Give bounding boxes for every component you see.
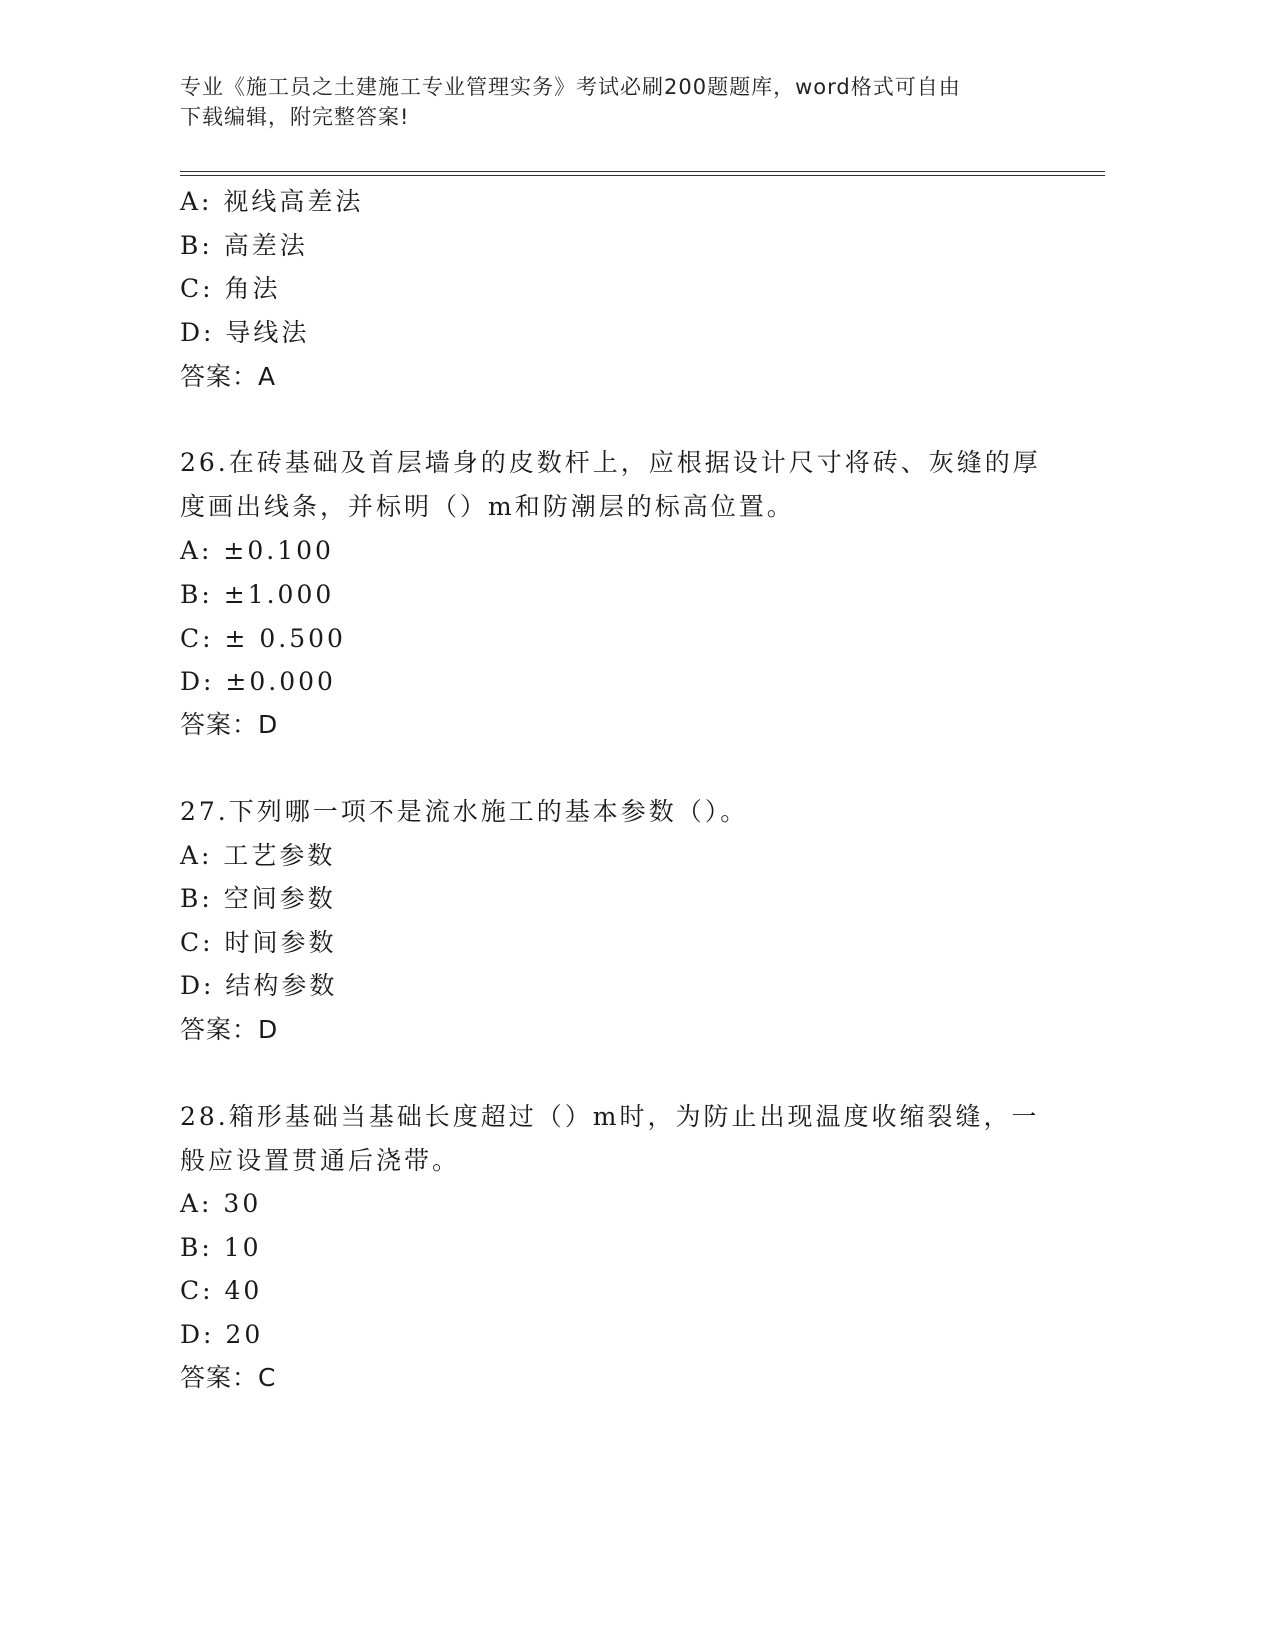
header-divider-top	[180, 171, 1105, 172]
header-divider-bottom	[180, 175, 1105, 176]
option-b: B: 高差法	[180, 231, 308, 260]
answer: 答案：A	[180, 362, 277, 391]
option-c: C: 40	[180, 1276, 263, 1305]
option-c: C: 角法	[180, 274, 281, 303]
option-d: D: 结构参数	[180, 971, 338, 1000]
question-stem-line-2: 度画出线条，并标明（）m和防潮层的标高位置。	[180, 492, 795, 521]
answer: 答案：D	[180, 710, 279, 739]
option-a: A: 30	[180, 1189, 262, 1218]
question-stem-line-1: 26.在砖基础及首层墙身的皮数杆上，应根据设计尺寸将砖、灰缝的厚	[180, 448, 1041, 477]
option-b: B: 空间参数	[180, 884, 336, 913]
option-a: A: 工艺参数	[180, 841, 336, 870]
document-header	[180, 72, 1040, 132]
question-stem-line-1: 27.下列哪一项不是流水施工的基本参数（）。	[180, 797, 749, 826]
answer: 答案：C	[180, 1363, 277, 1392]
option-d: D: 20	[180, 1320, 264, 1349]
option-c: C: 时间参数	[180, 928, 337, 957]
option-c: C: ± 0.500	[180, 624, 346, 653]
option-d: D: ±0.000	[180, 667, 336, 696]
option-b: B: 10	[180, 1233, 262, 1262]
option-a: A: ±0.100	[180, 536, 334, 565]
option-d: D: 导线法	[180, 318, 310, 347]
option-a: A: 视线高差法	[180, 187, 364, 216]
answer: 答案：D	[180, 1015, 279, 1044]
header-line-2: 下载编辑，附完整答案!	[180, 105, 410, 129]
option-b: B: ±1.000	[180, 580, 335, 609]
question-stem-line-2: 般应设置贯通后浇带。	[180, 1146, 461, 1175]
header-line-1: 专业《施工员之土建施工专业管理实务》考试必刷200题题库，word格式可自由	[180, 75, 961, 99]
question-stem-line-1: 28.箱形基础当基础长度超过（）m时，为防止出现温度收缩裂缝，一	[180, 1102, 1040, 1131]
